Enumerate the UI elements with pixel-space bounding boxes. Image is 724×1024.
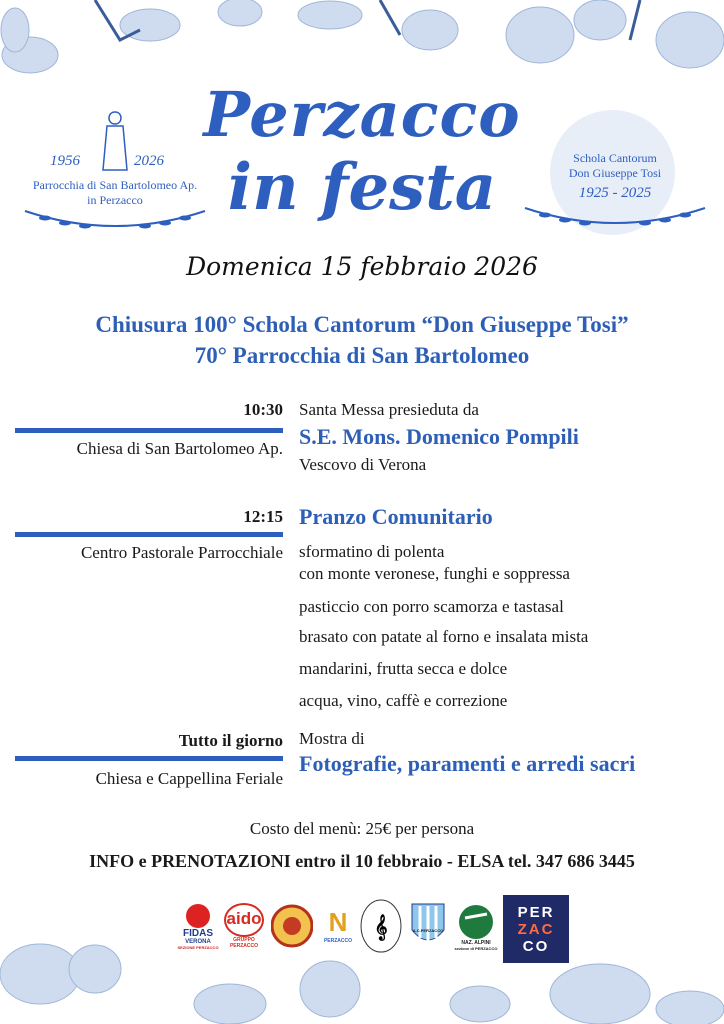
title-line-2: in festa [227,150,497,225]
headline-2: 70° Parrocchia di San Bartolomeo [194,343,530,368]
event-3-pre: Mostra di [299,729,365,748]
aido-logo: aido GRUPPO PERZACCO [222,898,266,953]
choir-logo [359,898,403,953]
title-line-1: Perzacco [203,78,521,151]
parish-name: Parrocchia di San Bartolomeo Ap. [32,178,198,192]
event-3-main: Fotografie, paramenti e arredi sacri [299,751,636,776]
fidas-logo: FIDAS VERONA SEZIONE PERZACCO [176,898,220,953]
menu-item: mandarini, frutta secca e dolce [299,659,508,678]
event-2-main: Pranzo Comunitario [299,504,493,529]
alpini-logo: NAZ. ALPINI sezione di PERZACCO [452,898,500,953]
event-1-pre: Santa Messa presieduta da [299,400,479,419]
event-3-time: Tutto il giorno [178,731,283,750]
event-2-location: Centro Pastorale Parrocchiale [80,543,283,562]
menu-item: pasticcio con porro scamorza e tastasal [299,597,564,616]
headline-1: Chiusura 100° Schola Cantorum “Don Giuseppe Tosi” [95,312,629,337]
event-2-time: 12:15 [243,507,283,526]
perzacco-logo: PER ZAC CO [503,895,569,963]
event-3-bar [15,756,283,761]
menu-item: acqua, vino, caffè e correzione [299,691,508,710]
menu-item: sformatino di polenta [299,542,445,561]
parish-year-end: 2026 [134,153,164,169]
menu-item: con monte veronese, funghi e soppressa [299,564,570,583]
event-1-time: 10:30 [243,400,283,419]
choir-dedication: Don Giuseppe Tosi [568,166,662,180]
parish-year-start: 1956 [50,153,80,169]
event-1-post: Vescovo di Verona [299,455,427,474]
avis-logo [270,898,314,953]
blood-drop-icon [182,902,214,928]
event-3-location: Chiesa e Cappellina Feriale [95,769,283,788]
noi-logo: N PERZACCO [323,907,353,944]
choir-name: Schola Cantorum [573,151,657,165]
event-1-location: Chiesa di San Bartolomeo Ap. [76,439,283,458]
event-2-bar [15,532,283,537]
parish-place: in Perzacco [87,193,143,207]
event-1-bar [15,428,283,433]
ac-perzacco-logo: A.C.PERZACCO [407,898,449,953]
event-date: Domenica 15 febbraio 2026 [186,252,538,281]
menu-cost: Costo del menù: 25€ per persona [249,819,475,838]
svg-text:𝄞: 𝄞 [374,914,388,940]
info-booking: INFO e PRENOTAZIONI entro il 10 febbraio - ELSA tel. 347 686 3445 [89,851,635,871]
menu-item: brasato con patate al forno e insalata mista [299,627,589,646]
choir-years: 1925 - 2025 [578,185,652,201]
event-1-main: S.E. Mons. Domenico Pompili [299,424,579,449]
